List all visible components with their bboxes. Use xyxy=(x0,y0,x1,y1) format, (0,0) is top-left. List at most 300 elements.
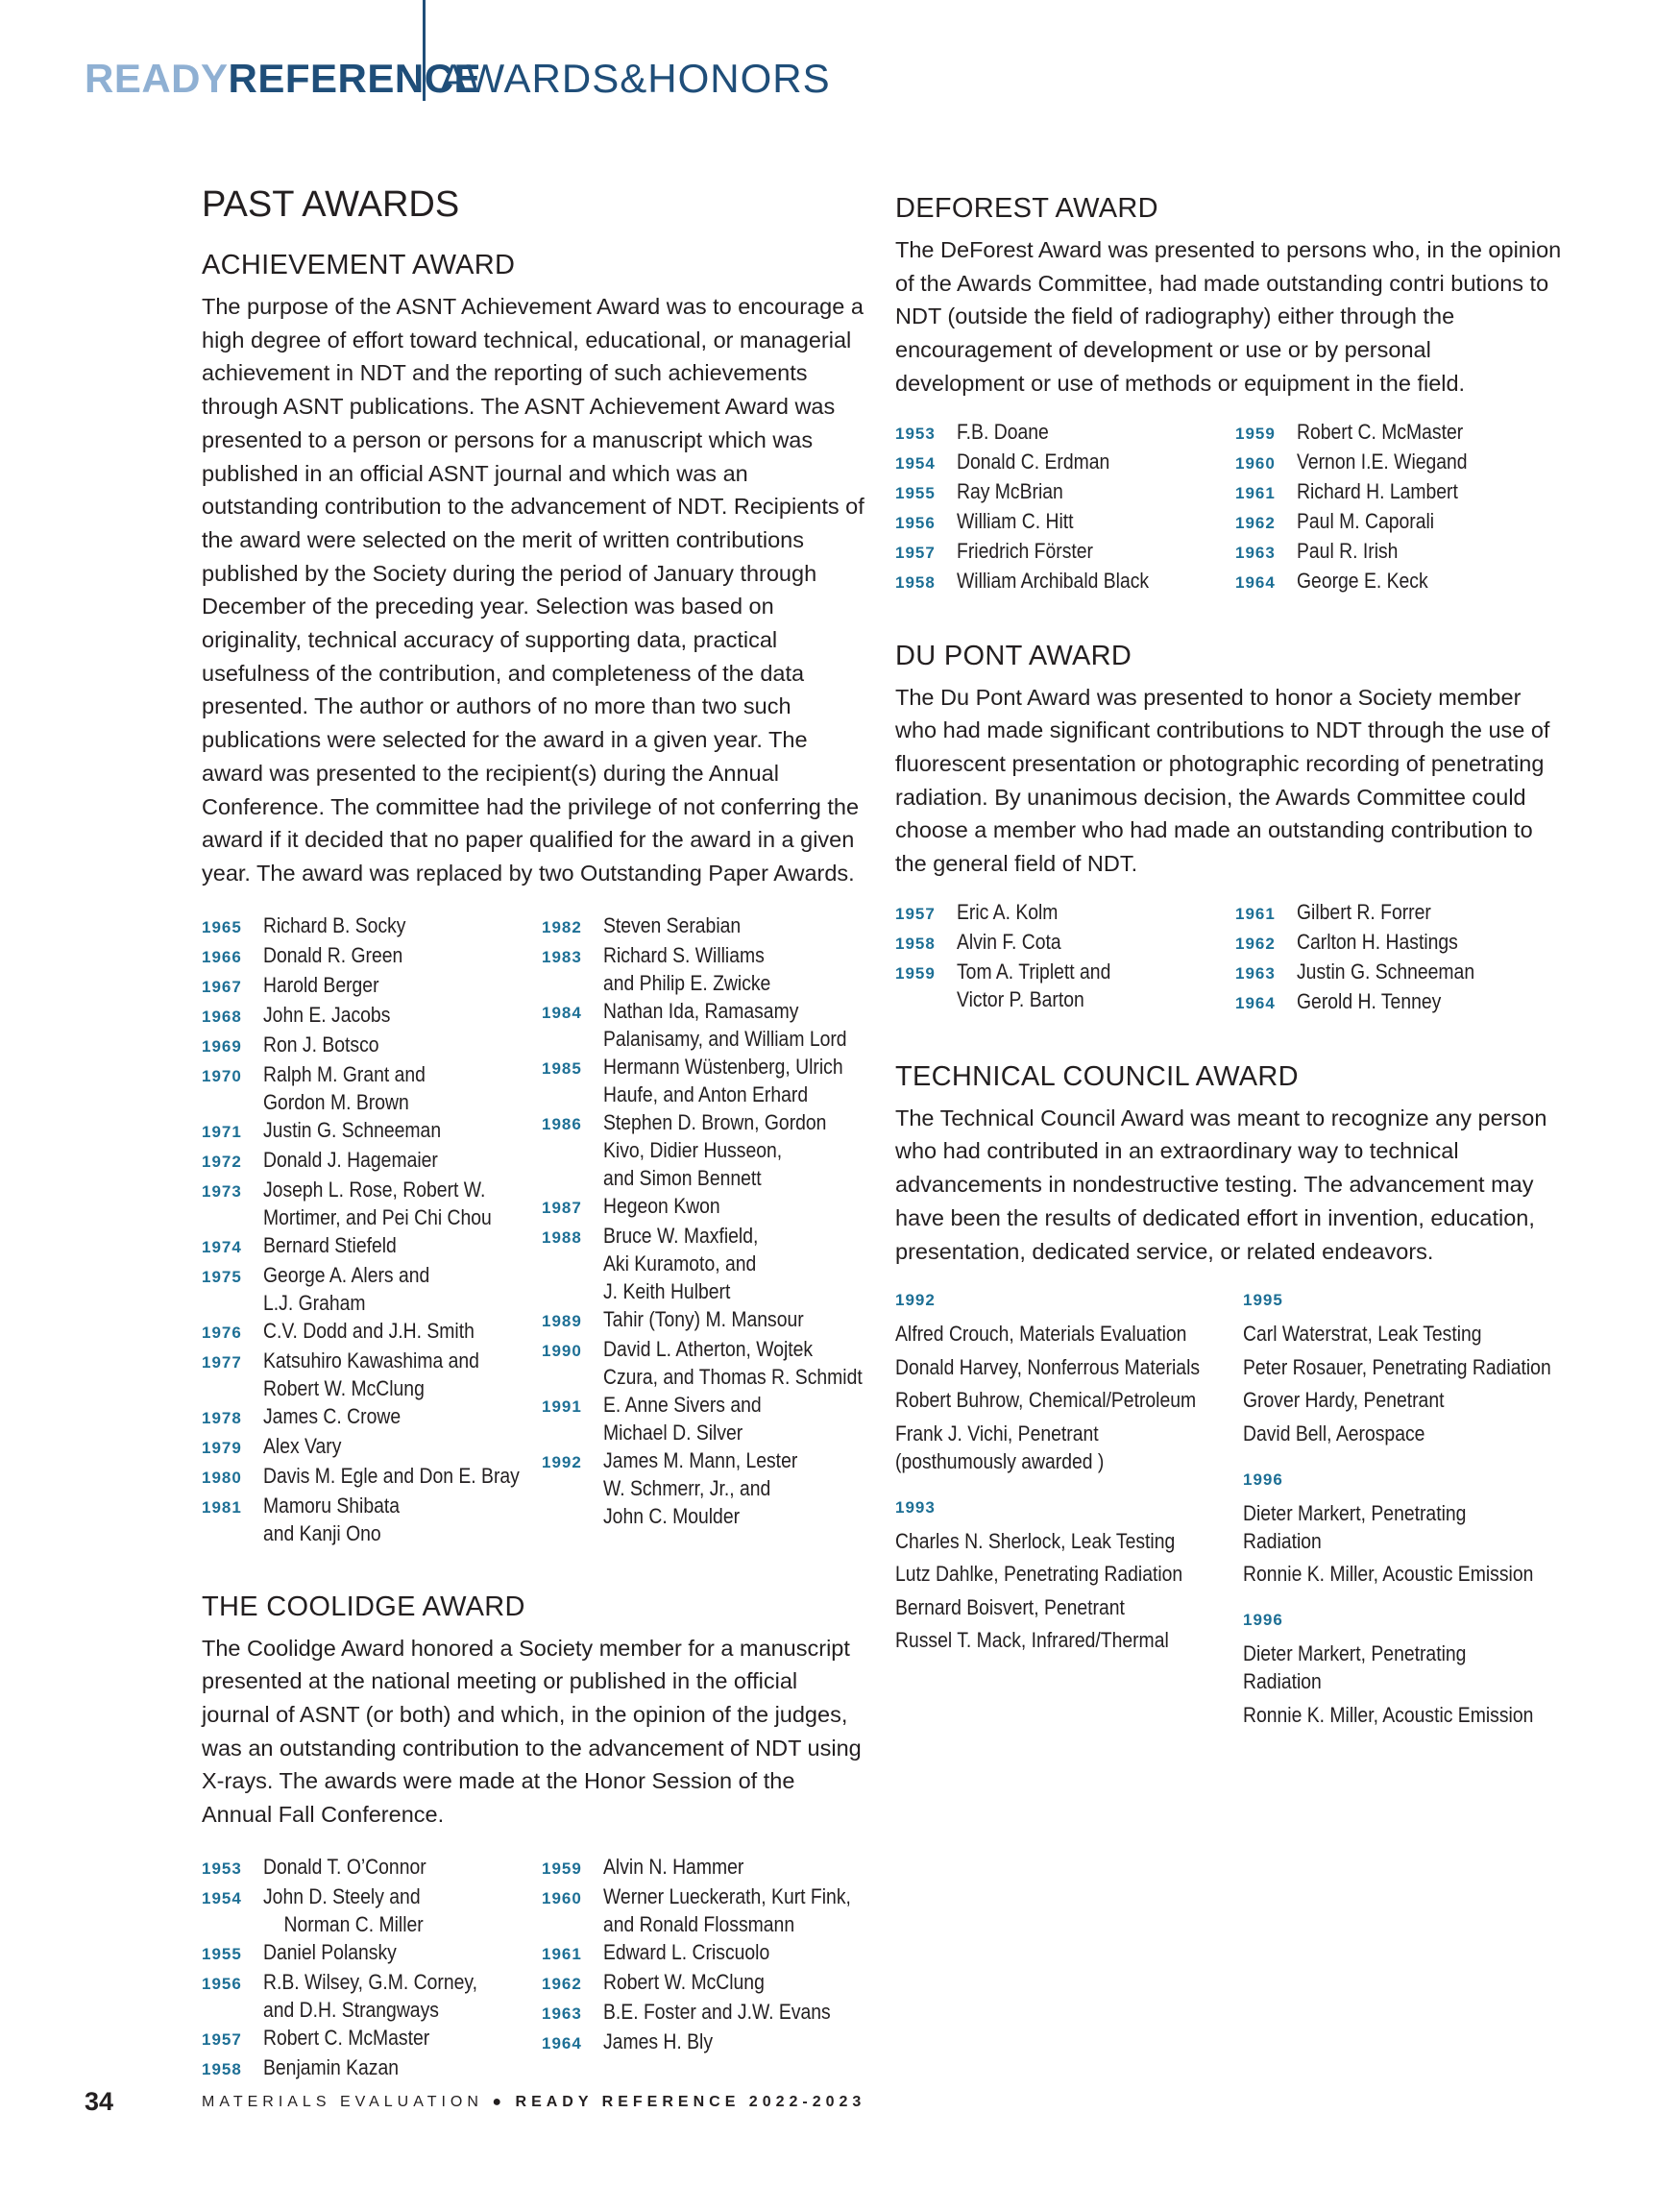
recipient-entry xyxy=(1235,507,1491,537)
recipient-name-line: Alvin F. Cota xyxy=(957,929,1061,954)
recipient-column xyxy=(895,898,1235,1017)
award-year: 1962 xyxy=(1235,513,1276,532)
recipient-names xyxy=(957,537,1093,567)
recipient-entry xyxy=(542,1335,898,1391)
page-number: 34 xyxy=(85,2087,114,2116)
recipient-name-line: Justin G. Schneeman xyxy=(1297,959,1475,984)
technical-council-award-description: The Technical Council Award was meant to recognize any person who had contributed in an extraordinary way to technical advancements in nondestructive testing. The advancement may have been the results of dedicated effort in invention, education, presentation, dedicated service, or related endeavors. xyxy=(895,1105,1547,1264)
recipient-name-line: James M. Mann, Lester xyxy=(603,1447,798,1472)
recipient-names xyxy=(263,1492,400,1547)
recipient-names xyxy=(957,958,1110,1013)
recipient-name-line: F.B. Doane xyxy=(957,419,1049,444)
recipient-names xyxy=(603,1222,758,1305)
recipient-entry xyxy=(1235,958,1498,987)
recipient-names xyxy=(263,911,405,941)
recipient-name-line: Donald C. Erdman xyxy=(957,449,1110,474)
award-year: 1993 xyxy=(895,1497,936,1517)
recipient-entry xyxy=(1235,567,1491,596)
recipient-names xyxy=(263,1347,479,1402)
achievement-award-description: The purpose of the ASNT Achievement Award was to encourage a high degree of effort toward technical, educational, or managerial achievement in NDT and the reporting of such achievements through ASNT publications. The ASNT Achievement Award was presented to a person or persons for a manuscript which was published in an official ASNT journal and which was an outstanding contribution to the advancement of NDT. Recipients of the award were selected on the merit of written contributions published by the Society during the period of January through December of the preceding year. Selection was based on originality, technical accuracy of supporting data, practical usefulness of the contribution, and completeness of the data presented. The author or authors of no more than two such publications were selected for the award in a given year. The award was presented to the recipient(s) during the Annual Conference. The committee had the privilege of not conferring the award if it decided that no paper qualified for the award in a given year. The award was replaced by two Outstanding Paper Awards. xyxy=(202,294,864,886)
recipient-name-line: Richard S. Williams xyxy=(603,942,765,967)
recipient-entry: Frank J. Vichi, Penetrant (posthumously awarded ) xyxy=(895,1421,1105,1473)
recipient-name-line: Carlton H. Hastings xyxy=(1297,929,1458,954)
recipient-entry xyxy=(895,477,1235,507)
recipient-name-line: Czura, and Thomas R. Schmidt xyxy=(603,1364,863,1389)
recipient-name-line: Tahir (Tony) M. Mansour xyxy=(603,1306,804,1331)
recipient-name-line: Robert W. McClung xyxy=(603,1969,765,1994)
recipient-name-line: Paul R. Irish xyxy=(1297,538,1399,563)
recipient-name-line: Norman C. Miller xyxy=(263,1911,424,1936)
du-pont-award-description: The Du Pont Award was presented to honor a Society member who had made significant contributions to NDT through the use of fluorescent presentation or photographic recording of penetrating radiation. By unanimous decision, the Awards Committee could choose a member who had made an outstanding contribution to the general field of NDT. xyxy=(895,684,1550,877)
award-year: 1956 xyxy=(202,1974,242,1993)
award-year: 1958 xyxy=(895,572,936,592)
recipient-name-line: John D. Steely and xyxy=(263,1883,421,1908)
recipient-names xyxy=(263,1462,520,1492)
deforest-award-title: DEFOREST AWARD xyxy=(895,193,1158,224)
recipient-entry xyxy=(202,1231,542,1261)
award-year: 1963 xyxy=(1235,543,1276,562)
award-year: 1971 xyxy=(202,1122,242,1141)
recipient-names xyxy=(263,1146,438,1176)
award-year: 1963 xyxy=(1235,963,1276,983)
recipient-name-line: Haufe, and Anton Erhard xyxy=(603,1081,809,1106)
recipient-name-line: W. Schmerr, Jr., and xyxy=(603,1475,771,1500)
recipient-entry xyxy=(202,1031,542,1060)
recipient-names xyxy=(957,898,1058,928)
recipient-name-line: Palanisamy, and William Lord xyxy=(603,1026,847,1051)
recipient-name-line: Ray McBrian xyxy=(957,478,1063,503)
recipient-names xyxy=(263,2024,429,2053)
recipient-name-line: R.B. Wilsey, G.M. Corney, xyxy=(263,1969,478,1994)
recipient-entry xyxy=(202,1402,542,1432)
coolidge-recipients xyxy=(202,1853,864,2083)
footer-text xyxy=(202,2092,865,2113)
recipient-entry xyxy=(895,507,1235,537)
recipient-name-line: and Simon Bennett xyxy=(603,1165,762,1190)
award-year: 1973 xyxy=(202,1181,242,1201)
du-pont-award-section xyxy=(895,639,1563,1017)
deforest-recipients xyxy=(895,418,1563,596)
award-year: 1956 xyxy=(895,513,936,532)
recipient-name-line: Joseph L. Rose, Robert W. xyxy=(263,1177,486,1202)
du-pont-recipients xyxy=(895,898,1563,1017)
recipient-name-line: John C. Moulder xyxy=(603,1503,741,1528)
recipient-entry: Robert Buhrow, Chemical/Petroleum xyxy=(895,1388,1197,1413)
recipient-entry xyxy=(542,997,898,1053)
recipient-name-line: Alvin N. Hammer xyxy=(603,1854,744,1879)
recipient-name-line: Ron J. Botsco xyxy=(263,1032,379,1057)
recipient-names xyxy=(263,1432,341,1462)
technical-council-award-title: TECHNICAL COUNCIL AWARD xyxy=(895,1060,1299,1092)
recipient-entry xyxy=(542,941,898,997)
award-year: 1982 xyxy=(542,917,582,936)
recipient-entry xyxy=(202,1492,542,1547)
right-column xyxy=(895,191,1563,1750)
recipient-names xyxy=(263,1317,475,1347)
recipient-name-line: George E. Keck xyxy=(1297,568,1428,593)
recipient-name-line: Kivo, Didier Husseon, xyxy=(603,1137,783,1162)
recipient-entry xyxy=(202,1176,542,1231)
recipient-name-line: Richard B. Socky xyxy=(263,912,406,937)
recipient-name-line: B.E. Foster and J.W. Evans xyxy=(603,1999,831,2024)
recipient-column xyxy=(542,911,898,1547)
recipient-entry xyxy=(542,1998,885,2028)
footer-bullet-icon: ● xyxy=(492,2094,507,2110)
coolidge-award-title: THE COOLIDGE AWARD xyxy=(202,1591,525,1622)
recipient-name-line: William C. Hitt xyxy=(957,508,1074,533)
recipient-names xyxy=(1297,477,1458,507)
award-year: 1992 xyxy=(542,1452,582,1471)
award-year: 1954 xyxy=(895,453,936,473)
recipient-entry xyxy=(202,1938,542,1968)
recipient-name-line: John E. Jacobs xyxy=(263,1002,391,1027)
recipient-name-line: Gilbert R. Forrer xyxy=(1297,899,1431,924)
recipient-name-line: Donald R. Green xyxy=(263,942,403,967)
recipient-names xyxy=(603,1335,863,1391)
recipient-names xyxy=(263,1882,424,1938)
technical-council-recipients xyxy=(895,1289,1563,1750)
recipient-entry xyxy=(542,2028,885,2057)
award-year: 1968 xyxy=(202,1007,242,1026)
award-year: 1962 xyxy=(1235,934,1276,953)
award-year: 1974 xyxy=(202,1237,242,1256)
recipient-name-line: Mamoru Shibata xyxy=(263,1493,401,1518)
award-year-group xyxy=(1243,1609,1593,1729)
recipient-entry: Ronnie K. Miller, Acoustic Emission xyxy=(1243,1702,1534,1727)
recipient-names xyxy=(1297,567,1428,596)
recipient-names xyxy=(957,448,1109,477)
recipient-entry xyxy=(1235,537,1491,567)
recipient-name-line: Hermann Wüstenberg, Ulrich xyxy=(603,1054,843,1079)
recipient-name-line: Edward L. Criscuolo xyxy=(603,1939,770,1964)
recipient-column xyxy=(1243,1289,1593,1750)
recipient-entry xyxy=(1235,928,1498,958)
recipient-column xyxy=(895,418,1235,596)
award-year: 1972 xyxy=(202,1152,242,1171)
recipient-name-line: Aki Kuramoto, and xyxy=(603,1251,757,1275)
award-year: 1989 xyxy=(542,1311,582,1330)
deforest-award-section xyxy=(895,191,1563,596)
recipient-entry xyxy=(202,1347,542,1402)
footer-edition: READY REFERENCE 2022-2023 xyxy=(515,2094,866,2110)
recipient-name-line: Robert W. McClung xyxy=(263,1375,425,1400)
achievement-award-title: ACHIEVEMENT AWARD xyxy=(202,250,516,280)
recipient-name-line: Mortimer, and Pei Chi Chou xyxy=(263,1204,492,1229)
recipient-entry xyxy=(202,1317,542,1347)
recipient-name-line: Tom A. Triplett and xyxy=(957,959,1111,984)
recipient-name-line: Vernon I.E. Wiegand xyxy=(1297,449,1468,474)
recipient-names xyxy=(1297,418,1463,448)
award-year: 1957 xyxy=(895,543,936,562)
recipient-name-line: L.J. Graham xyxy=(263,1290,366,1315)
recipient-name-line: Eric A. Kolm xyxy=(957,899,1059,924)
recipient-entry: Peter Rosauer, Penetrating Radiation xyxy=(1243,1354,1551,1379)
recipient-entry: Bernard Boisvert, Penetrant xyxy=(895,1594,1125,1619)
award-year: 1959 xyxy=(1235,424,1276,443)
award-year: 1991 xyxy=(542,1397,582,1416)
award-year: 1986 xyxy=(542,1114,582,1133)
recipient-entry xyxy=(542,1446,898,1530)
award-year: 1959 xyxy=(542,1858,582,1878)
award-year: 1996 xyxy=(1243,1469,1283,1489)
recipient-name-line: Robert C. McMaster xyxy=(1297,419,1464,444)
recipient-names xyxy=(263,1231,397,1261)
recipient-entry xyxy=(542,1882,885,1938)
award-year: 1961 xyxy=(1235,483,1276,502)
recipient-name-line: and Ronald Flossmann xyxy=(603,1911,795,1936)
recipient-names xyxy=(603,997,847,1053)
recipient-entry xyxy=(542,1053,898,1108)
award-year: 1975 xyxy=(202,1267,242,1286)
recipient-entry xyxy=(895,928,1235,958)
recipient-name-line: Ralph M. Grant and xyxy=(263,1061,426,1086)
recipient-entry xyxy=(202,1462,542,1492)
recipient-entry xyxy=(542,1305,898,1335)
recipient-entry xyxy=(202,2024,542,2053)
recipient-column xyxy=(1235,418,1491,596)
left-column xyxy=(202,182,864,2083)
recipient-entry xyxy=(542,1222,898,1305)
recipient-names xyxy=(263,1031,379,1060)
recipient-names xyxy=(603,1968,765,1998)
page-footer xyxy=(0,2084,1680,2123)
recipient-name-line: Donald J. Hagemaier xyxy=(263,1147,438,1172)
recipient-name-line: Stephen D. Brown, Gordon xyxy=(603,1109,827,1134)
recipient-name-line: James C. Crowe xyxy=(263,1403,402,1428)
recipient-names xyxy=(603,1998,831,2028)
recipient-entry xyxy=(895,448,1235,477)
award-year: 1964 xyxy=(1235,993,1276,1012)
recipient-names xyxy=(603,1192,720,1222)
award-year: 1962 xyxy=(542,1974,582,1993)
award-year: 1992 xyxy=(895,1291,936,1310)
recipient-entry xyxy=(542,1968,885,1998)
award-year: 1955 xyxy=(202,1944,242,1963)
recipient-names xyxy=(263,2053,399,2083)
recipient-column xyxy=(1235,898,1498,1017)
recipient-names xyxy=(263,1261,429,1317)
award-year: 1961 xyxy=(1235,904,1276,923)
award-year: 1958 xyxy=(202,2059,242,2078)
recipient-names xyxy=(957,477,1063,507)
recipient-entry xyxy=(1235,987,1498,1017)
recipient-name-line: Daniel Polansky xyxy=(263,1939,397,1964)
recipient-name-line: Friedrich Förster xyxy=(957,538,1093,563)
recipient-name-line: David L. Atherton, Wojtek xyxy=(603,1336,814,1361)
award-year: 1979 xyxy=(202,1438,242,1457)
recipient-entry xyxy=(202,1432,542,1462)
recipient-entry xyxy=(202,1146,542,1176)
header-ready: READY xyxy=(85,56,229,101)
award-year: 1990 xyxy=(542,1341,582,1360)
recipient-entry xyxy=(895,537,1235,567)
recipient-name-line: Gerold H. Tenney xyxy=(1297,988,1442,1013)
recipient-names xyxy=(263,1968,477,2024)
award-year: 1953 xyxy=(895,424,936,443)
recipient-entry: Dieter Markert, Penetrating Radiation xyxy=(1243,1500,1467,1553)
recipient-names xyxy=(603,911,741,941)
award-year-group xyxy=(1243,1469,1593,1589)
award-year: 1957 xyxy=(895,904,936,923)
recipient-entry xyxy=(542,1108,898,1192)
deforest-award-description: The DeForest Award was presented to persons who, in the opinion of the Awards Committee, had made outstanding contri butions to NDT (outside the field of radiography) either through the encouragement of development or use or by personal development or use of methods or equipment in the field. xyxy=(895,237,1562,396)
recipient-names xyxy=(603,1853,743,1882)
recipient-column xyxy=(542,1853,885,2083)
recipient-names xyxy=(603,1938,769,1968)
award-year: 1969 xyxy=(202,1036,242,1056)
recipient-entry xyxy=(202,1853,542,1882)
footer-publication: MATERIALS EVALUATION xyxy=(202,2094,483,2110)
recipient-entry xyxy=(1235,898,1498,928)
recipient-names xyxy=(603,1882,851,1938)
recipient-name-line: Bernard Stiefeld xyxy=(263,1232,397,1257)
recipient-name-line: and D.H. Strangways xyxy=(263,1997,439,2022)
recipient-entry xyxy=(895,418,1235,448)
recipient-names xyxy=(603,1108,826,1192)
recipient-names xyxy=(957,567,1149,596)
recipient-entry xyxy=(542,1192,898,1222)
recipient-entry xyxy=(542,911,898,941)
achievement-recipients xyxy=(202,911,864,1547)
award-year: 1954 xyxy=(202,1888,242,1907)
recipient-name-line: Richard H. Lambert xyxy=(1297,478,1458,503)
recipient-name-line: Alex Vary xyxy=(263,1433,342,1458)
recipient-name-line: E. Anne Sivers and xyxy=(603,1392,762,1417)
award-year: 1966 xyxy=(202,947,242,966)
recipient-entry: Lutz Dahlke, Penetrating Radiation xyxy=(895,1562,1183,1587)
award-year-group xyxy=(895,1496,1243,1655)
recipient-entry xyxy=(1235,477,1491,507)
award-year: 1976 xyxy=(202,1323,242,1342)
recipient-names xyxy=(957,418,1049,448)
header-reference: REFERENCE xyxy=(228,56,482,101)
recipient-entry: Charles N. Sherlock, Leak Testing xyxy=(895,1528,1176,1553)
recipient-column xyxy=(895,1289,1243,1750)
recipient-name-line: Katsuhiro Kawashima and xyxy=(263,1348,479,1372)
recipient-entry xyxy=(202,1060,542,1116)
recipient-entry xyxy=(202,941,542,971)
recipient-names xyxy=(1297,507,1434,537)
recipient-entry xyxy=(895,567,1235,596)
award-year: 1955 xyxy=(895,483,936,502)
award-year-group xyxy=(895,1289,1243,1475)
recipient-names xyxy=(1297,958,1474,987)
award-year: 1965 xyxy=(202,917,242,936)
award-year: 1983 xyxy=(542,947,582,966)
award-year: 1987 xyxy=(542,1198,582,1217)
recipient-entry xyxy=(895,958,1235,1013)
recipient-name-line: George A. Alers and xyxy=(263,1262,430,1287)
recipient-entry xyxy=(202,1001,542,1031)
award-year: 1957 xyxy=(202,2029,242,2049)
recipient-name-line: Nathan Ida, Ramasamy xyxy=(603,998,799,1023)
recipient-entry: Russel T. Mack, Infrared/Thermal xyxy=(895,1628,1169,1653)
recipient-name-line: Donald T. O’Connor xyxy=(263,1854,426,1879)
header-section: AWARDS&HONORS xyxy=(440,56,831,101)
recipient-name-line: Gordon M. Brown xyxy=(263,1089,409,1114)
recipient-names xyxy=(1297,898,1431,928)
recipient-names xyxy=(603,1391,762,1446)
coolidge-award-section xyxy=(202,1590,864,2083)
recipient-names xyxy=(263,1176,492,1231)
award-year: 1970 xyxy=(202,1066,242,1085)
recipient-name-line: Hegeon Kwon xyxy=(603,1193,720,1218)
recipient-name-line: Benjamin Kazan xyxy=(263,2054,399,2079)
page-title: PAST AWARDS xyxy=(202,184,460,225)
recipient-names xyxy=(1297,987,1441,1017)
award-year: 1961 xyxy=(542,1944,582,1963)
recipient-names xyxy=(263,1853,426,1882)
recipient-names xyxy=(603,941,770,997)
recipient-entry: Dieter Markert, Penetrating Radiation xyxy=(1243,1641,1467,1694)
recipient-names xyxy=(1297,448,1468,477)
award-year: 1964 xyxy=(1235,572,1276,592)
recipient-entry xyxy=(542,1391,898,1446)
recipient-names xyxy=(263,971,379,1001)
award-year: 1985 xyxy=(542,1058,582,1078)
recipient-entry xyxy=(1235,418,1491,448)
recipient-name-line: Paul M. Caporali xyxy=(1297,508,1435,533)
recipient-entry xyxy=(202,1261,542,1317)
recipient-entry: Alfred Crouch, Materials Evaluation xyxy=(895,1322,1187,1347)
recipient-names xyxy=(603,1446,797,1530)
recipient-name-line: J. Keith Hulbert xyxy=(603,1278,731,1303)
recipient-entry xyxy=(202,1968,542,2024)
recipient-entry xyxy=(202,911,542,941)
award-year: 1964 xyxy=(542,2033,582,2052)
award-year: 1995 xyxy=(1243,1291,1283,1310)
recipient-names xyxy=(1297,928,1458,958)
recipient-names xyxy=(957,928,1061,958)
recipient-entry: Donald Harvey, Nonferrous Materials xyxy=(895,1354,1201,1379)
recipient-entry xyxy=(202,971,542,1001)
recipient-name-line: Werner Lueckerath, Kurt Fink, xyxy=(603,1883,851,1908)
recipient-names xyxy=(263,1060,426,1116)
recipient-name-line: Davis M. Egle and Don E. Bray xyxy=(263,1463,520,1488)
recipient-entry: David Bell, Aerospace xyxy=(1243,1421,1425,1445)
recipient-name-line: Robert C. McMaster xyxy=(263,2025,430,2050)
recipient-column xyxy=(202,911,542,1547)
recipient-name-line: Bruce W. Maxfield, xyxy=(603,1223,759,1248)
award-year: 1984 xyxy=(542,1003,582,1022)
award-year: 1960 xyxy=(1235,453,1276,473)
award-year: 1958 xyxy=(895,934,936,953)
achievement-award-section xyxy=(202,248,864,1547)
recipient-name-line: Michael D. Silver xyxy=(603,1420,743,1445)
recipient-names xyxy=(957,507,1074,537)
running-header xyxy=(85,50,831,108)
recipient-names xyxy=(263,941,402,971)
recipient-name-line: Harold Berger xyxy=(263,972,379,997)
recipient-name-line: William Archibald Black xyxy=(957,568,1150,593)
recipient-names xyxy=(263,1938,397,1968)
recipient-name-line: James H. Bly xyxy=(603,2028,714,2053)
recipient-names xyxy=(263,1402,401,1432)
recipient-entry xyxy=(542,1938,885,1968)
award-year: 1977 xyxy=(202,1352,242,1372)
recipient-names xyxy=(1297,537,1398,567)
award-year: 1988 xyxy=(542,1227,582,1247)
recipient-names xyxy=(603,2028,713,2057)
recipient-entry xyxy=(202,1116,542,1146)
award-year: 1981 xyxy=(202,1497,242,1517)
recipient-names xyxy=(263,1001,390,1031)
award-year: 1960 xyxy=(542,1888,582,1907)
coolidge-award-description: The Coolidge Award honored a Society member for a manuscript presented at the national meeting or published in the official journal of ASNT (or both) and which, in the opinion of the judges, was an outstanding contribution to the advancement of NDT using X-rays. The awards were made at the Honor Session of the Annual Fall Conference. xyxy=(202,1635,862,1828)
recipient-entry: Carl Waterstrat, Leak Testing xyxy=(1243,1322,1482,1347)
recipient-name-line: Justin G. Schneeman xyxy=(263,1117,442,1142)
recipient-names xyxy=(603,1305,804,1335)
